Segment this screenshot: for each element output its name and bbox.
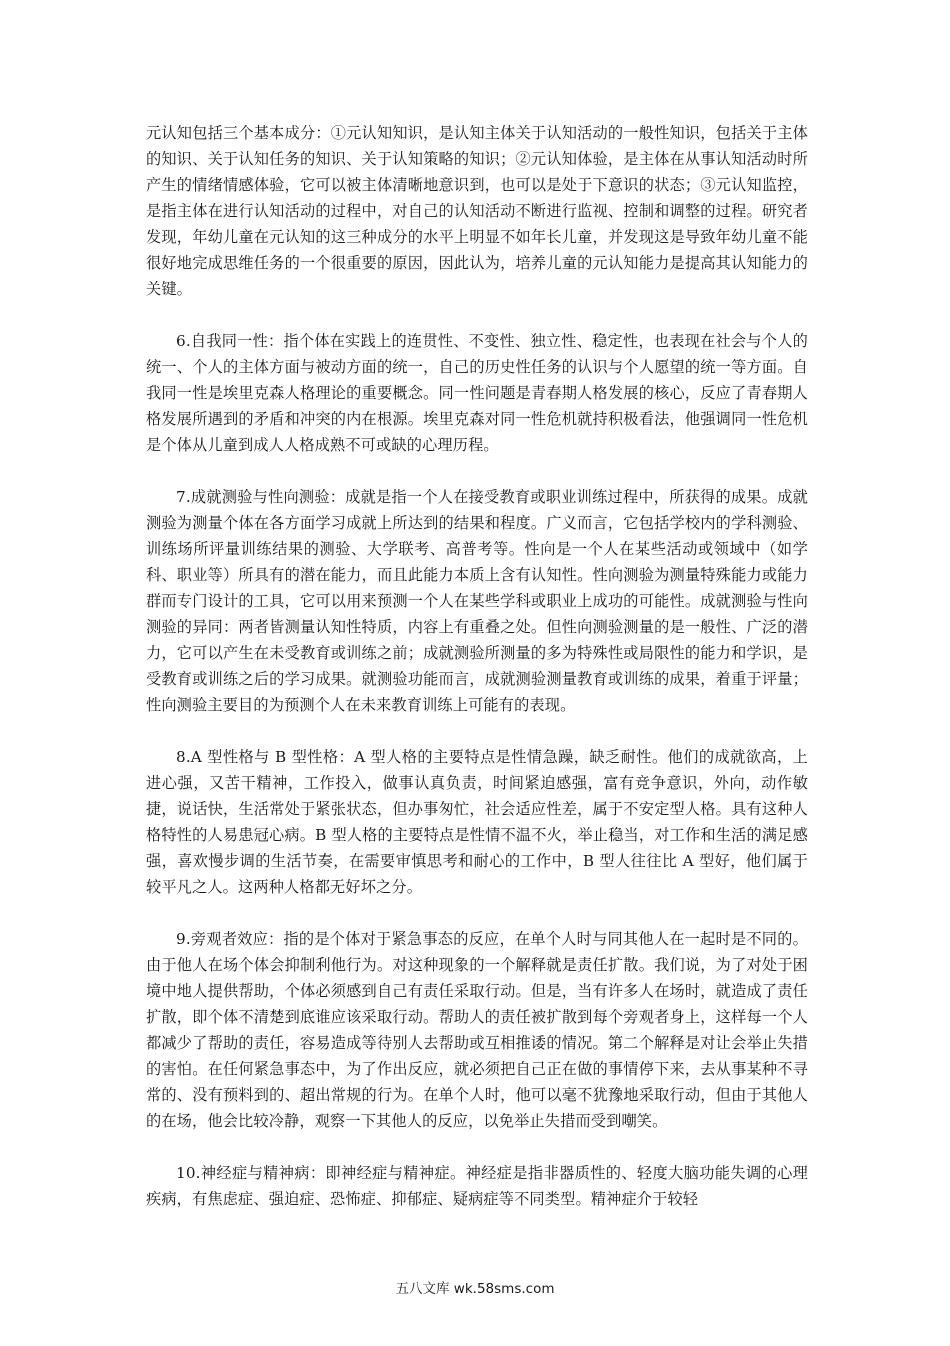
paragraph-ego-identity: 6.自我同一性：指个体在实践上的连贯性、不变性、独立性、稳定性，也表现在社会与个人的统一、个人的主体方面与被动方面的统一，自己的历史性任务的认识与个人愿望的统一等方面。自我同一性是埃里克森人格理论的重要概念。同一性问题是青春期人格发展的核心，反应了青春期人格发展所遇到的矛盾和冲突的内在根源。埃里克森对同一性危机就持积极看法，他强调同一性危机是个体从儿童到成人人格成熟不可或缺的心理历程。 (146, 332, 808, 454)
paragraph-metacognition: 元认知包括三个基本成分：①元认知知识，是认知主体关于认知活动的一般性知识，包括关于主体的知识、关于认知任务的知识、关于认知策略的知识；②元认知体验，是主体在从事认知活动时所产生的情绪情感体验，它可以被主体清晰地意识到，也可以是处于下意识的状态；③元认知监控，是指主体在进行认知活动的过程中，对自己的认知活动不断进行监视、控制和调整的过程。研究者发现，年幼儿童在元认知的这三种成分的水平上明显不如年长儿童，并发现这是导致年幼儿童不能很好地完成思维任务的一个很重要的原因，因此认为，培养儿童的元认知能力是提高其认知能力的关键。 (146, 124, 808, 298)
paragraph-type-a-type-b: 8.A 型性格与 B 型性格：A 型人格的主要特点是性情急躁，缺乏耐性。他们的成就欲高，上进心强，又苦干精神，工作投入，做事认真负责，时间紧迫感强，富有竞争意识，外向，动作敏捷，说话快，生活常处于紧张状态，但办事匆忙，社会适应性差，属于不安定型人格。具有这种人格特性的人易患冠心病。B 型人格的主要特点是性情不温不火，举止稳当，对工作和生活的满足感强，喜欢慢步调的生活节奏，在需要审慎思考和耐心的工作中，B 型人往往比 A 型好，他们属于较平凡之人。这两种人格都无好坏之分。 (146, 748, 808, 896)
paragraph-neurosis-psychosis: 10.神经症与精神病：即神经症与精神症。神经症是指非器质性的、轻度大脑功能失调的心理疾病，有焦虑症、强迫症、恐怖症、抑郁症、疑病症等不同类型。精神症介于较轻 (146, 1164, 808, 1208)
document-body (146, 120, 808, 1238)
page-footer-watermark: 五八文库 wk.58sms.com (395, 1281, 555, 1297)
paragraph-bystander-effect: 9.旁观者效应：指的是个体对于紧急事态的反应，在单个人时与同其他人在一起时是不同的。由于他人在场个体会抑制利他行为。对这种现象的一个解释就是责任扩散。我们说，为了对处于困境中地人提供帮助，个体必须感到自己有责任采取行动。但是，当有许多人在场时，就造成了责任扩散，即个体不清楚到底谁应该采取行动。帮助人的责任被扩散到每个旁观者身上，这样每一个人都减少了帮助的责任，容易造成等待别人去帮助或互相推诿的情况。第二个解释是对让会举止失措的害怕。在任何紧急事态中，为了作出反应，就必须把自己正在做的事情停下来，去从事某种不寻常的、没有预料到的、超出常规的行为。在单个人时，他可以毫不犹豫地采取行动，但由于其他人的在场，他会比较冷静，观察一下其他人的反应，以免举止失措而受到嘲笑。 (146, 930, 808, 1130)
paragraph-achievement-aptitude-tests: 7.成就测验与性向测验：成就是指一个人在接受教育或职业训练过程中，所获得的成果。成就测验为测量个体在各方面学习成就上所达到的结果和程度。广义而言，它包括学校内的学科测验、训练场所评量训练结果的测验、大学联考、高普考等。性向是一个人在某些活动或领域中（如学科、职业等）所具有的潜在能力，而且此能力本质上含有认知性。性向测验为测量特殊能力或能力群而专门设计的工具，它可以用来预测一个人在某些学科或职业上成功的可能性。成就测验与性向测验的异同：两者皆测量认知性特质，内容上有重叠之处。但性向测验测量的是一般性、广泛的潜力，它可以产生在未受教育或训练之前；成就测验所测量的多为特殊性或局限性的能力和学识，是受教育或训练之后的学习成果。就测验功能而言，成就测验测量教育或训练的成果，着重于评量；性向测验主要目的为预测个人在未来教育训练上可能有的表现。 (146, 488, 808, 714)
